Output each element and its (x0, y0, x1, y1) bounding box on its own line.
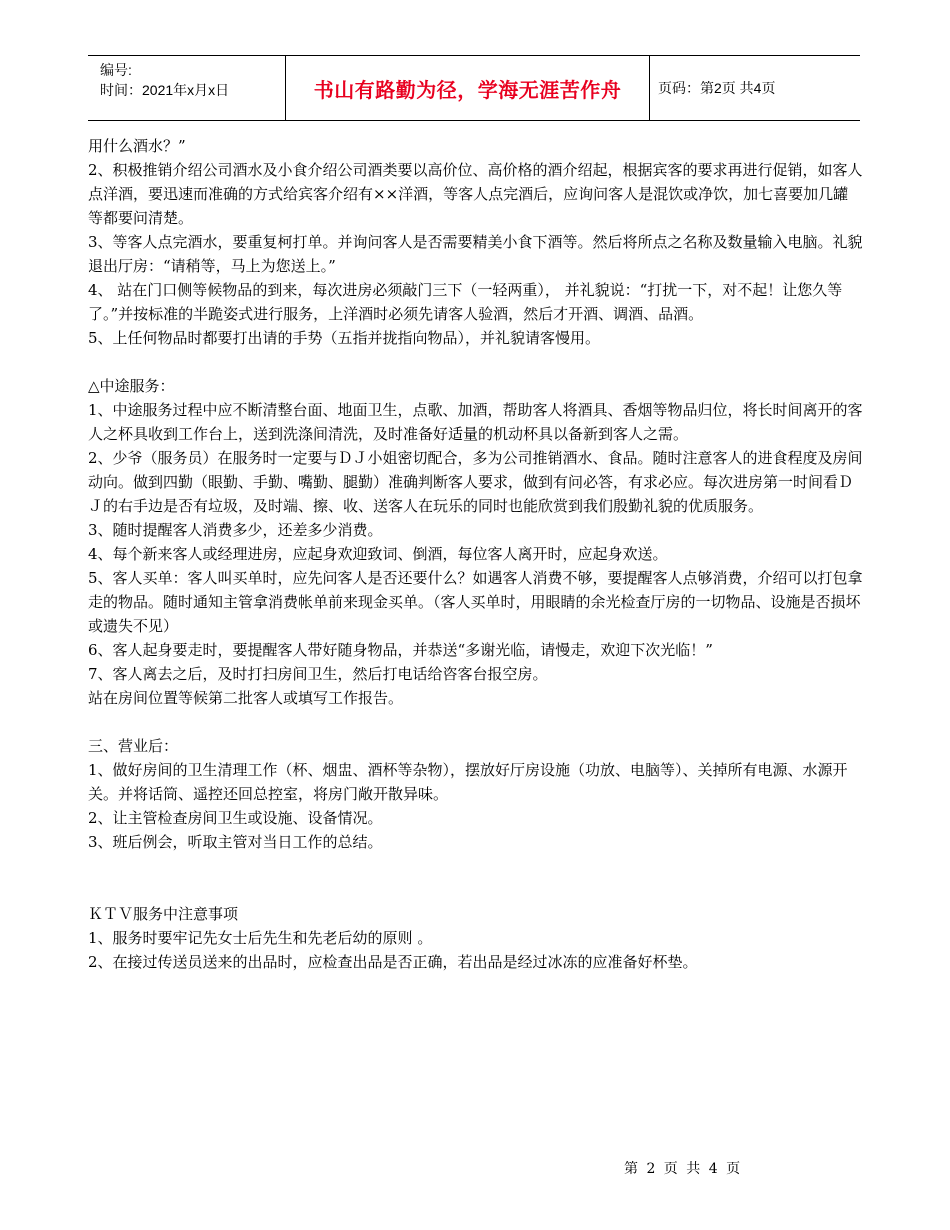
paragraph: 3、随时提醒客人消费多少，还差多少消费。 (88, 521, 383, 539)
spacer (88, 710, 863, 734)
paragraph: 2、少爷（服务员）在服务时一定要与ＤＪ小姐密切配合，多为公司推销酒水、食品。随时注意客人的进食程度及房间动向。做到四勤（眼勤、手勤、嘴勤、腿勤）准确判断客人要求，做到有问必答，有求必应。每次进房第一时间看ＤＪ的右手边是否有垃圾，及时端、擦、收、送客人在玩乐的同时也能欣赏到我们殷勤礼貌的优质服务。 (88, 449, 863, 515)
document-time-label: 时间：2021年x月x日 (100, 82, 230, 98)
paragraph: 2、在接过传送员送来的出品时，应检查出品是否正确，若出品是经过冰冻的应准备好杯垫。 (88, 953, 698, 971)
paragraph: 1、做好房间的卫生清理工作（杯、烟盅、酒杯等杂物），摆放好厅房设施（功放、电脑等）、关掉所有电源、水源开关。并将话筒、遥控还回总控室，将房门敞开散异味。 (88, 761, 848, 803)
document-number-label: 编号: (100, 62, 132, 78)
paragraph: 5、客人买单：客人叫买单时，应先问客人是否还要什么？如遇客人消费不够，要提醒客人点够消费，介绍可以打包拿走的物品。随时通知主管拿消费帐单前来现金买单。（客人买单时，用眼睛的余光检查厅房的一切物品、设施是否损坏或遗失不见） (88, 569, 863, 635)
spacer (88, 854, 863, 902)
paragraph: 7、客人离去之后，及时打扫房间卫生，然后打电话给咨客台报空房。 (88, 665, 548, 683)
paragraph: 1、中途服务过程中应不断清整台面、地面卫生，点歌、加酒，帮助客人将酒具、香烟等物品归位，将长时间离开的客人之杯具收到工作台上，送到洗涤间清洗，及时准备好适量的机动杯具以备新到客人之需。 (88, 401, 863, 443)
section-heading-after-hours: 三、营业后： (88, 737, 179, 755)
paragraph: 用什么酒水？” (88, 137, 186, 155)
paragraph: 4、 站在门口侧等候物品的到来，每次进房必须敲门三下（一轻两重）， 并礼貌说：“打扰一下，对不起！让您久等了。”并按标准的半跪姿式进行服务，上洋酒时必须先请客人验酒，然后才开酒、调酒、品酒。 (88, 281, 843, 323)
page-header (88, 55, 860, 121)
paragraph: 3、班后例会，听取主管对当日工作的总结。 (88, 833, 383, 851)
document-body (88, 134, 863, 974)
paragraph: 4、每个新来客人或经理进房，应起身欢迎致词、倒酒，每位客人离开时，应起身欢送。 (88, 545, 668, 563)
paragraph: 2、积极推销介绍公司酒水及小食介绍公司酒类要以高价位、高价格的酒介绍起，根据宾客的要求再进行促销，如客人点洋酒，要迅速而准确的方式给宾客介绍有××洋酒，等客人点完酒后，应询问客人是混饮或净饮，加七喜要加几罐等都要问清楚。 (88, 161, 863, 227)
paragraph: 3、等客人点完酒水，要重复柯打单。并询问客人是否需要精美小食下酒等。然后将所点之名称及数量输入电脑。礼貌退出厅房：“请稍等，马上为您送上。” (88, 233, 863, 275)
spacer (88, 350, 863, 374)
paragraph: 2、让主管检查房间卫生或设施、设备情况。 (88, 809, 383, 827)
page-footer-number: 第 2 页 共 4 页 (624, 1161, 743, 1177)
header-page-info: 页码：第2页 共4页 (658, 80, 776, 96)
header-motto: 书山有路勤为径，学海无涯苦作舟 (285, 56, 650, 120)
section-heading-ktv-notes: ＫＴＶ服务中注意事项 (88, 905, 239, 923)
section-heading-mid-service: △中途服务： (88, 377, 175, 395)
paragraph: 站在房间位置等候第二批客人或填写工作报告。 (88, 689, 404, 707)
paragraph: 1、服务时要牢记先女士后先生和先老后幼的原则 。 (88, 929, 433, 947)
paragraph: 5、上任何物品时都要打出请的手势（五指并拢指向物品），并礼貌请客慢用。 (88, 329, 601, 347)
paragraph: 6、客人起身要走时，要提醒客人带好随身物品，并恭送“多谢光临，请慢走，欢迎下次光临！” (88, 641, 713, 659)
header-meta (88, 56, 285, 120)
